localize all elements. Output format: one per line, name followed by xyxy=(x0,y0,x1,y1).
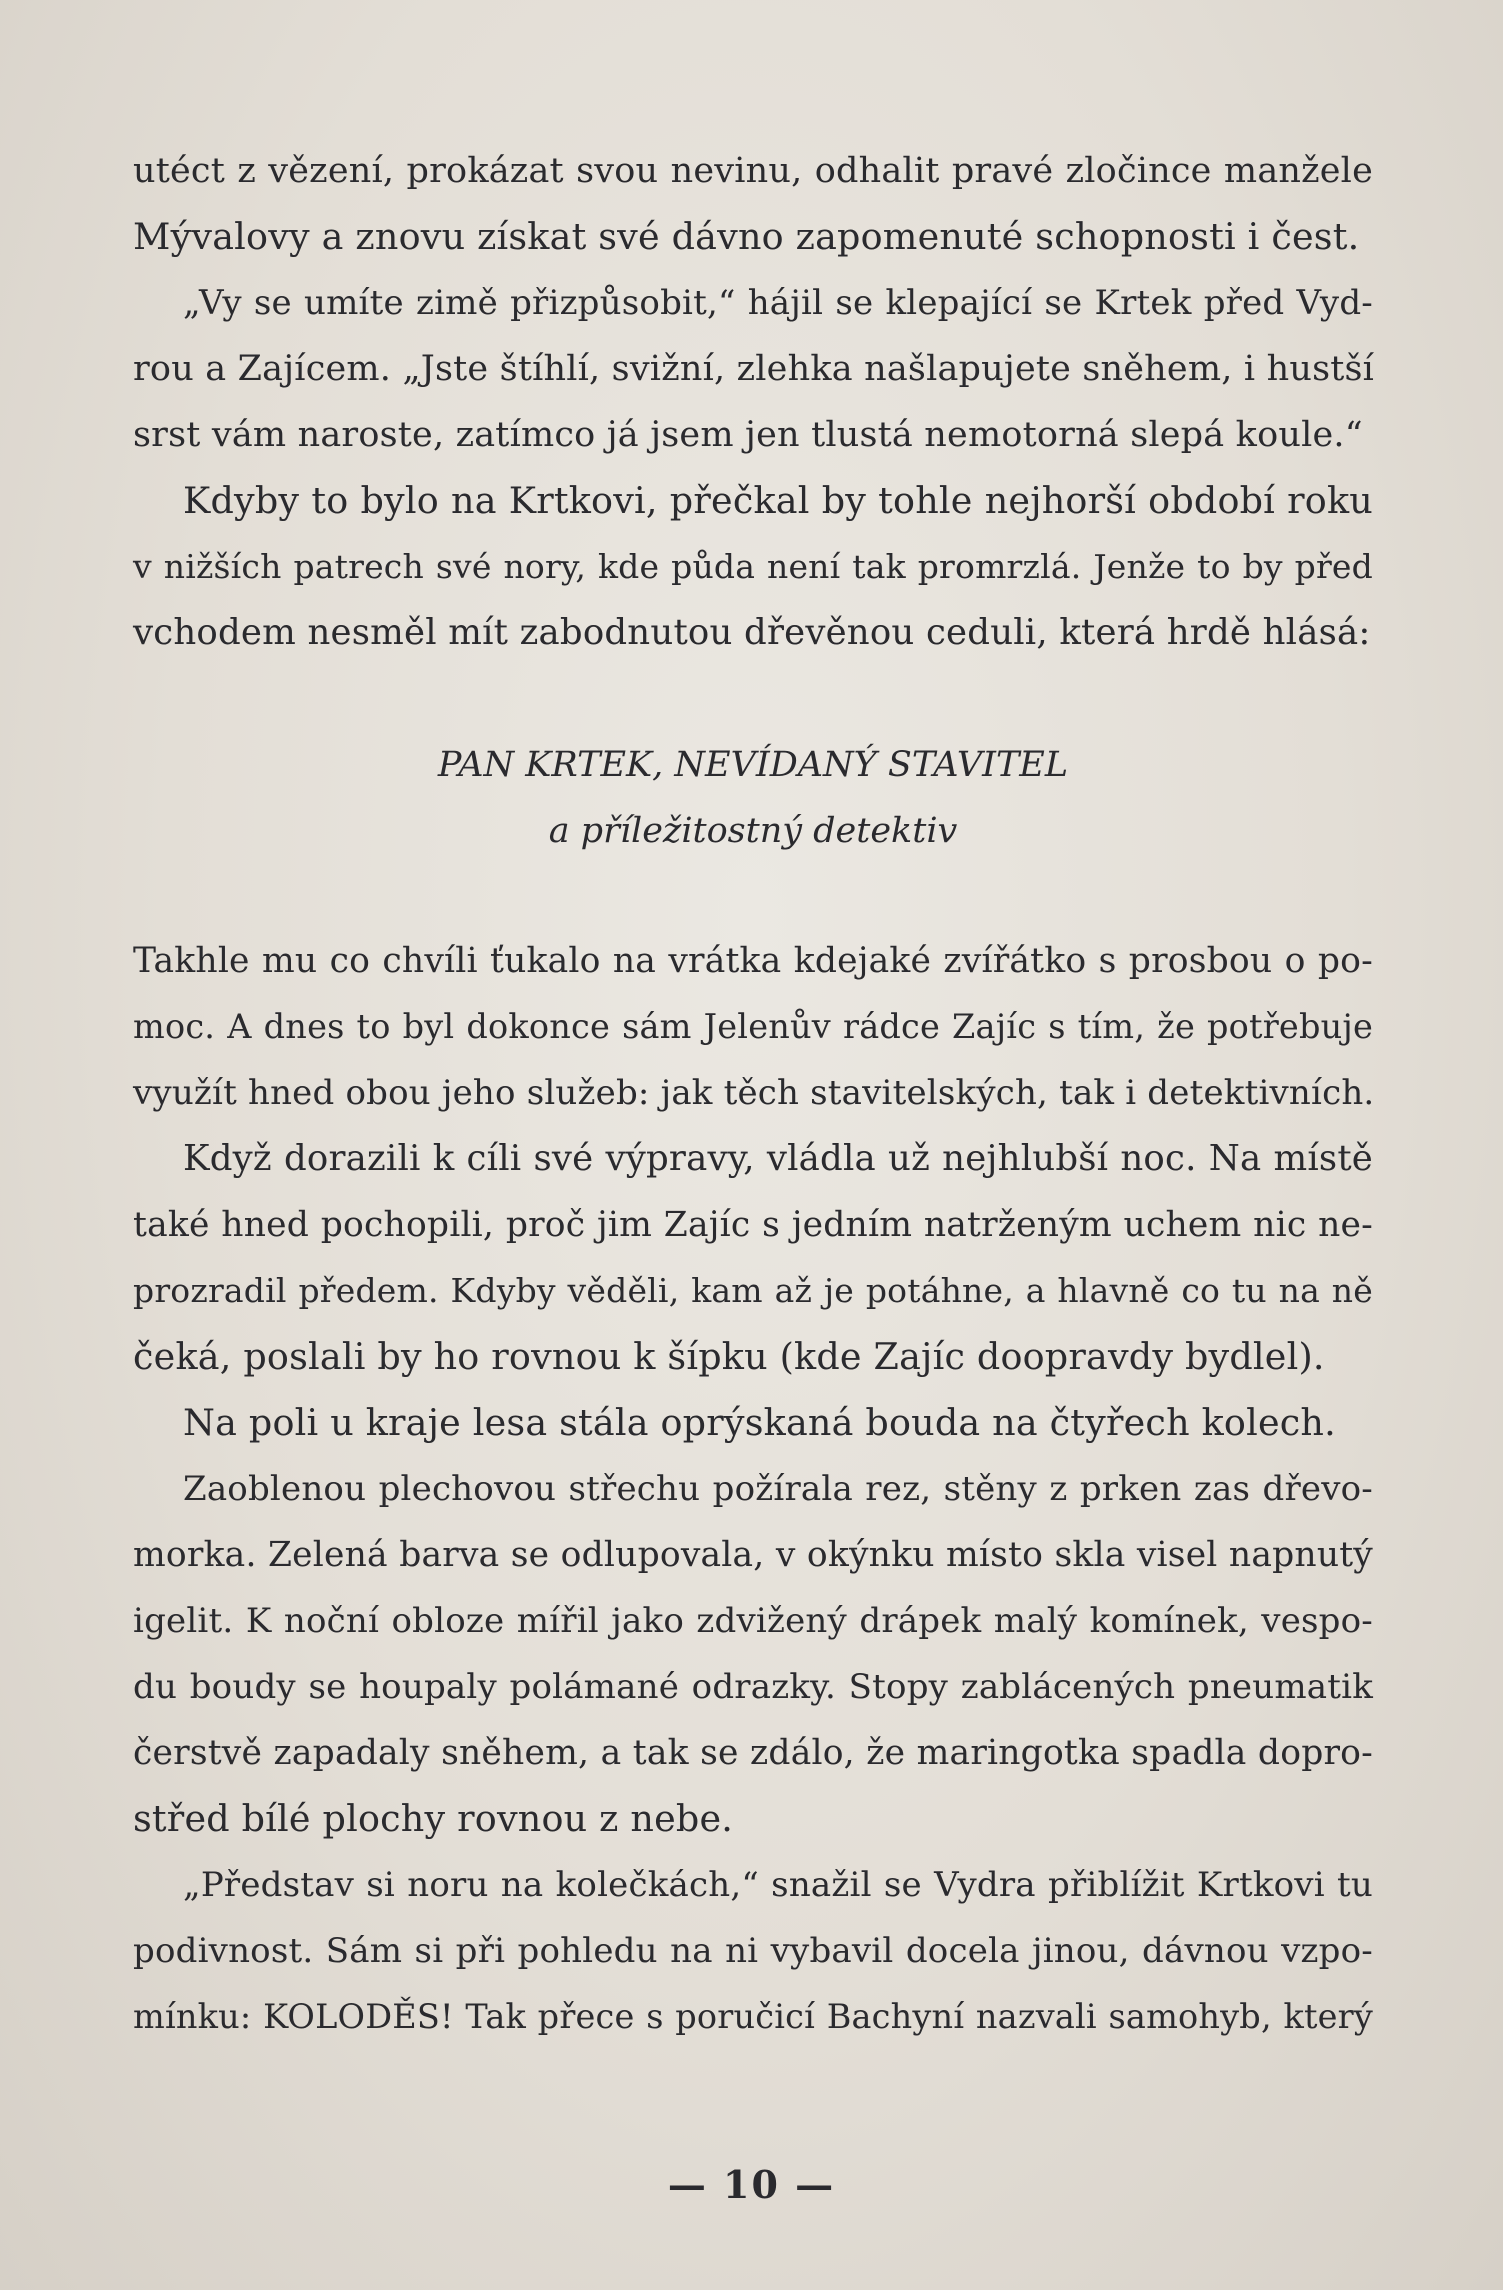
paragraph-line: Zaoblenou plechovou střechu požírala rez, stěny z prken zas dřevo- xyxy=(183,1469,1373,1509)
paragraph-line: rou a Zajícem. „Jste štíhlí, svižní, zlehka našlapujete sněhem, i hustší xyxy=(133,349,1375,389)
paragraph-line: igelit. K noční obloze mířil jako zdvižený drápek malý komínek, vespo- xyxy=(133,1601,1373,1641)
paragraph-line: čeká, poslali by ho rovnou k šípku (kde Zajíc doopravdy bydlel). xyxy=(133,1335,1325,1378)
paragraph-line: prozradil předem. Kdyby věděli, kam až je potáhne, a hlavně co tu na ně xyxy=(133,1271,1373,1310)
paragraph-line: vchodem nesměl mít zabodnutou dřevěnou ceduli, která hrdě hlásá: xyxy=(133,612,1371,653)
paragraph-line: střed bílé plochy rovnou z nebe. xyxy=(133,1797,734,1840)
paragraph-line: morka. Zelená barva se odlupovala, v okýnku místo skla visel napnutý xyxy=(133,1535,1373,1575)
paragraph-line: Kdyby to bylo na Krtkovi, přečkal by tohle nejhorší období roku xyxy=(183,479,1373,522)
paragraph-line: „Vy se umíte zimě přizpůsobit,“ hájil se klepající se Krtek před Vyd- xyxy=(183,283,1373,323)
plaque-subtitle: a příležitostný detektiv xyxy=(548,811,958,851)
paragraph-line: využít hned obou jeho služeb: jak těch stavitelských, tak i detektivních. xyxy=(133,1073,1375,1113)
paragraph-line: také hned pochopili, proč jim Zajíc s jedním natrženým uchem nic ne- xyxy=(133,1205,1373,1245)
paragraph-line: „Představ si noru na kolečkách,“ snažil se Vydra přiblížit Krtkovi tu xyxy=(183,1865,1373,1905)
paragraph-line: moc. A dnes to byl dokonce sám Jelenův rádce Zajíc s tím, že potřebuje xyxy=(133,1007,1373,1046)
page-number: — 10 — xyxy=(667,2162,836,2207)
paragraph-line: Na poli u kraje lesa stála oprýskaná bouda na čtyřech kolech. xyxy=(183,1401,1336,1444)
paragraph-line: čerstvě zapadaly sněhem, a tak se zdálo, že maringotka spadla dopro- xyxy=(133,1733,1373,1773)
paragraph-line: du boudy se houpaly polámané odrazky. Stopy zablácených pneumatik xyxy=(133,1667,1373,1707)
paragraph-line: podivnost. Sám si při pohledu na ni vybavil docela jinou, dávnou vzpo- xyxy=(133,1931,1373,1971)
paragraph-line: srst vám naroste, zatímco já jsem jen tlustá nemotorná slepá koule.“ xyxy=(133,415,1363,455)
paragraph-line: mínku: KOLODĚS! Tak přece s poručicí Bachyní nazvali samohyb, který xyxy=(133,1997,1373,2036)
paragraph-line: Když dorazili k cíli své výpravy, vládla už nejhlubší noc. Na místě xyxy=(183,1138,1373,1179)
paragraph-line: v nižších patrech své nory, kde půda není tak promrzlá. Jenže to by před xyxy=(133,547,1373,586)
paragraph-line: Mývalovy a znovu získat své dávno zapomenuté schopnosti i čest. xyxy=(133,215,1360,258)
paragraph-line: utéct z vězení, prokázat svou nevinu, odhalit pravé zločince manžele xyxy=(133,151,1373,191)
paragraph-line: Takhle mu co chvíli ťukalo na vrátka kdejaké zvířátko s prosbou o po- xyxy=(133,941,1373,981)
plaque-title: PAN KRTEK, NEVÍDANÝ STAVITEL xyxy=(437,745,1069,785)
